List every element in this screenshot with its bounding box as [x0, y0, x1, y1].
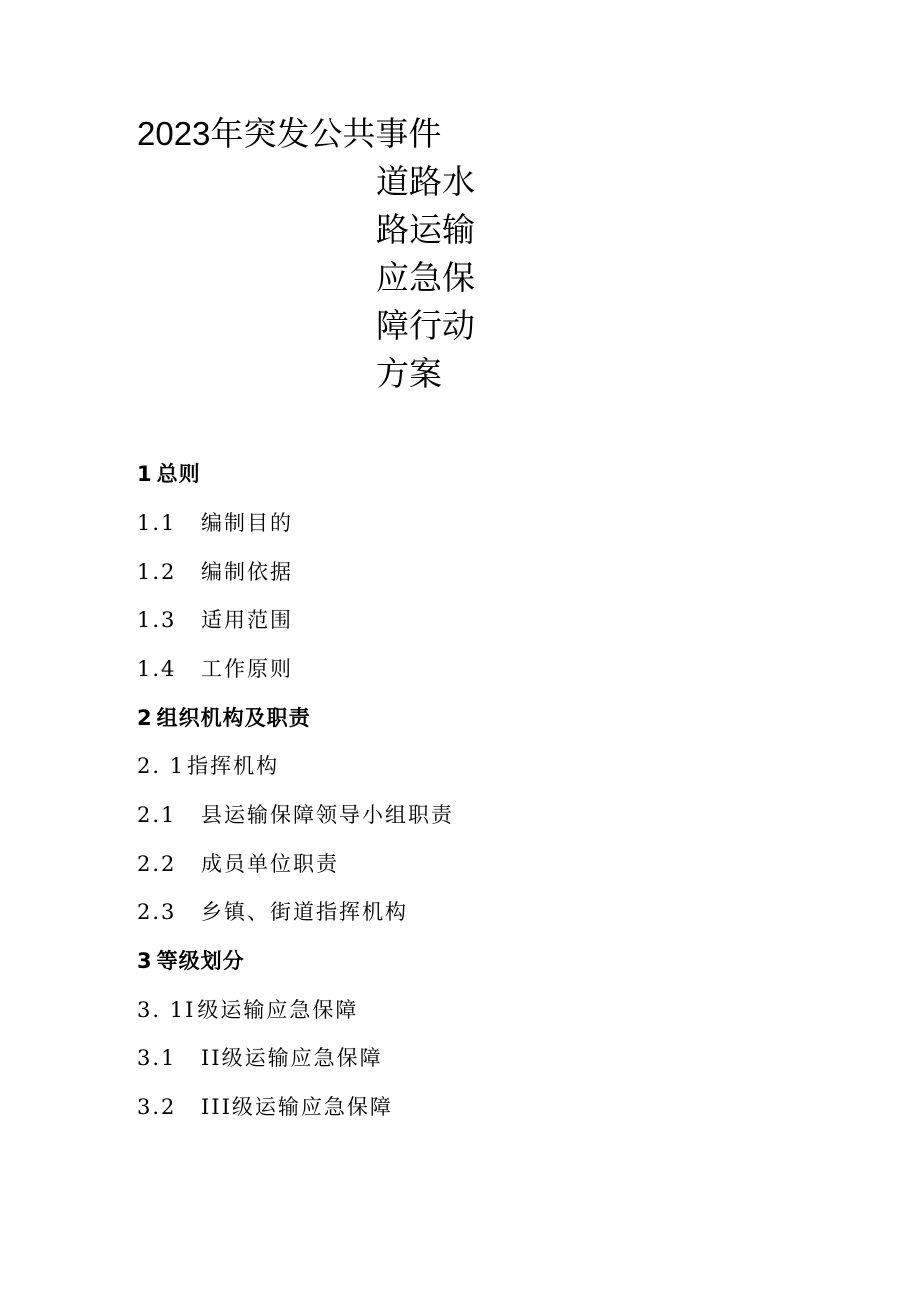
toc-section-2-2 — [137, 850, 339, 878]
toc-text: 成员单位职责 — [201, 852, 339, 876]
toc-section-1-2 — [137, 558, 293, 586]
toc-text: 乡镇、街道指挥机构 — [201, 900, 408, 924]
toc-section-1-1 — [137, 509, 293, 537]
toc-section-1-4 — [137, 655, 293, 683]
toc-number: 1.4 — [137, 657, 177, 681]
toc-number: 2. 1 — [137, 754, 186, 778]
toc-number: 1.3 — [137, 608, 177, 632]
toc-text: 县运输保障领导小组职责 — [201, 803, 454, 827]
toc-number: 2.2 — [137, 852, 177, 876]
toc-chapter-1 — [137, 460, 201, 488]
toc-text: 编制依据 — [201, 560, 293, 584]
toc-chapter-2 — [137, 704, 311, 732]
document-title-line-6: 方案 — [376, 355, 442, 392]
toc-number: 3. 1I — [137, 998, 196, 1022]
toc-subsection-3-1 — [137, 996, 358, 1024]
toc-text: 总则 — [156, 462, 201, 486]
toc-text: 指挥机构 — [187, 754, 280, 778]
toc-number: 1 — [137, 462, 153, 486]
toc-number: 3.1 — [137, 1046, 177, 1070]
toc-section-2-1 — [137, 801, 454, 829]
toc-section-2-3 — [137, 898, 408, 926]
toc-text: 工作原则 — [201, 657, 293, 681]
toc-number: 3.2 — [137, 1095, 177, 1119]
toc-number: 2.3 — [137, 900, 177, 924]
toc-number: 3 — [137, 949, 153, 973]
toc-number: 1.1 — [137, 511, 177, 535]
document-title-line-2: 道路水 — [376, 163, 475, 200]
toc-text: 适用范围 — [201, 608, 293, 632]
toc-text: 编制目的 — [201, 511, 293, 535]
toc-text: 级运输应急保障 — [197, 998, 359, 1022]
document-title-line-3: 路运输 — [376, 211, 475, 248]
document-title-line-4: 应急保 — [376, 259, 475, 296]
toc-text: III级运输应急保障 — [201, 1095, 393, 1119]
document-title-line-1: 2023年突发公共事件 — [137, 115, 442, 152]
toc-number: 2 — [137, 706, 153, 730]
toc-section-3-1 — [137, 1044, 383, 1072]
toc-text: 等级划分 — [156, 949, 245, 973]
toc-subsection-2-1 — [137, 752, 279, 780]
toc-text: II级运输应急保障 — [201, 1046, 383, 1070]
toc-chapter-3 — [137, 947, 245, 975]
toc-section-1-3 — [137, 606, 293, 634]
document-title-line-5: 障行动 — [376, 307, 475, 344]
toc-text: 组织机构及职责 — [156, 706, 311, 730]
toc-number: 1.2 — [137, 560, 177, 584]
toc-number: 2.1 — [137, 803, 177, 827]
toc-section-3-2 — [137, 1093, 393, 1121]
